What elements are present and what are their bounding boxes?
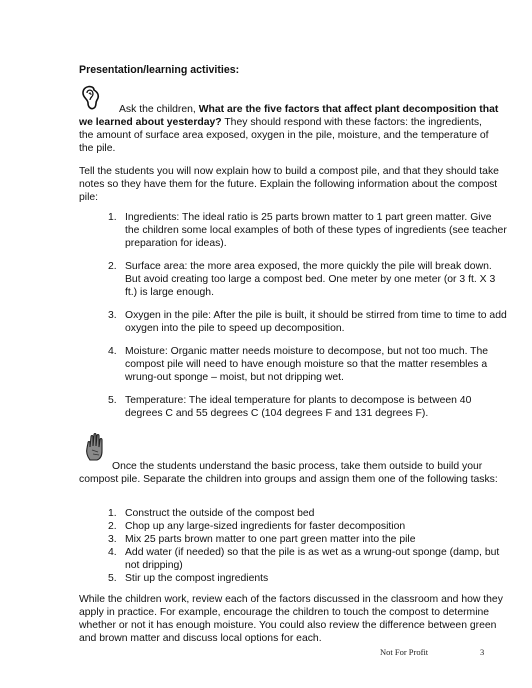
factor-text: Temperature: The ideal temperature for plants to decompose is between 40 degrees C and 55 degrees C (104 degrees F and 131 degrees F). (125, 395, 472, 419)
factor-text: Surface area: the more area exposed, the more quickly the pile will break down. But avoid creating too large a compost bed. One meter by one meter (or 3 ft. X 3 ft.) is large enough. (125, 261, 496, 298)
task-list (108, 507, 508, 585)
list-item (108, 394, 508, 420)
task-text: Chop up any large-sized ingredients for faster decomposition (125, 521, 406, 532)
task-number: 4. (108, 547, 117, 558)
factor-number: 4. (108, 346, 117, 357)
list-item (108, 345, 508, 384)
factor-list-item-2 (108, 260, 508, 299)
task-text: Construct the outside of the compost bed (125, 508, 315, 519)
task-item-4 (108, 546, 508, 572)
intro-paragraph (79, 103, 499, 155)
task-number: 2. (108, 521, 117, 532)
hand-icon (84, 432, 108, 462)
task-number: 3. (108, 534, 117, 545)
factor-number: 2. (108, 261, 117, 272)
factor-number: 1. (108, 212, 117, 223)
factor-list-item-1 (108, 211, 508, 250)
factor-number: 5. (108, 395, 117, 406)
task-item-3 (108, 533, 508, 546)
para3-text: Once the students understand the basic process, take them outside to build your compost pile. Separate the children into groups and assign them one of the following tasks: (79, 461, 498, 485)
page-number: 3 (480, 647, 485, 657)
task-number: 1. (108, 508, 117, 519)
section-heading: Presentation/learning activities: (79, 64, 240, 76)
footer-text: Not For Profit (380, 647, 429, 657)
factor-number: 3. (108, 310, 117, 321)
list-item (108, 260, 508, 299)
task-item-1 (108, 507, 508, 520)
task-item-2 (108, 520, 508, 533)
task-number: 5. (108, 573, 117, 584)
task-text: Add water (if needed) so that the pile is as wet as a wrung-out sponge (damp, but not dripping) (125, 547, 500, 571)
para1-question: What are the five factors that affect plant decomposition that we learned about yesterday? (79, 104, 499, 128)
para1-rest: They should respond with these factors: the ingredients, the amount of surface area exposed, oxygen in the pile, moisture, and the temperature of the pile. (79, 117, 489, 154)
factor-list-item-4 (108, 345, 508, 384)
factor-text: Oxygen in the pile: After the pile is built, it should be stirred from time to time to add oxygen into the pile to speed up decomposition. (125, 310, 507, 334)
compost-intro-paragraph: Tell the students you will now explain how to build a compost pile, and that they should take notes so they have them for the future. Explain the following information about the compost pile: (79, 166, 499, 203)
factor-text: Moisture: Organic matter needs moisture to decompose, but not too much. The compost pile will need to have enough moisture so that the matter resembles a wrung-out sponge – moist, but not dripping wet. (125, 346, 489, 383)
list-item (108, 211, 508, 250)
task-text: Mix 25 parts brown matter to one part green matter into the pile (125, 534, 416, 545)
outside-task-paragraph (79, 460, 499, 486)
factor-list-item-3 (108, 309, 508, 335)
task-item-5 (108, 572, 508, 585)
factor-list-item-5 (108, 394, 508, 420)
para1-lead: Ask the children, (119, 104, 199, 115)
list-item (108, 309, 508, 335)
task-text: Stir up the compost ingredients (125, 573, 269, 584)
review-paragraph: While the children work, review each of the factors discussed in the classroom and how they apply in practice. For example, encourage the children to touch the compost to determine whether or not it has enough moisture. You could also review the difference between green and brown matter and discuss local options for each. (79, 594, 503, 644)
factor-text: Ingredients: The ideal ratio is 25 parts brown matter to 1 part green matter. Give the children some local examples of both of these types of ingredients (see teacher preparation for ideas). (125, 212, 507, 249)
